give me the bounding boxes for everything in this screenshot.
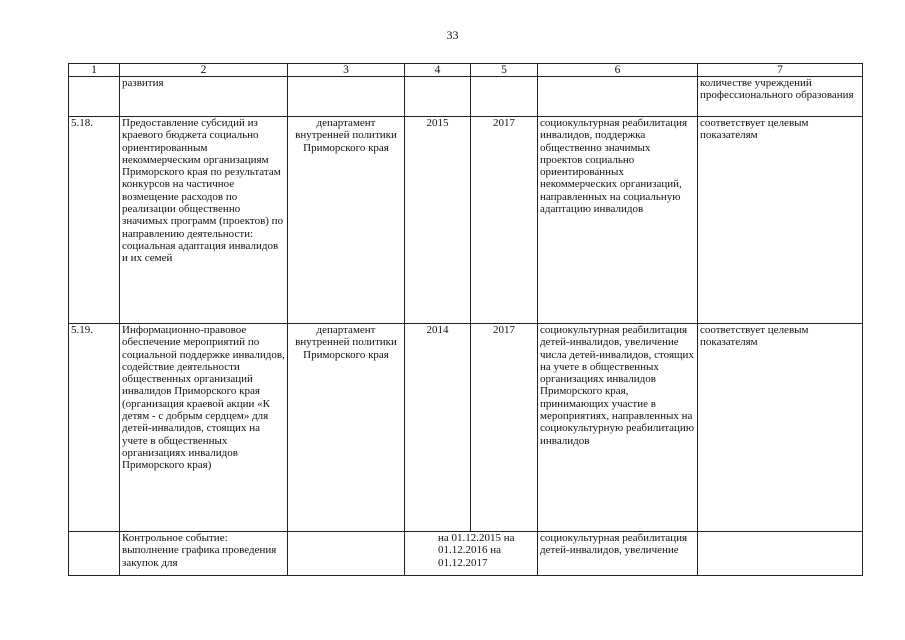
end-year-cell: 2017 bbox=[471, 117, 538, 324]
executor-cell: департамент внутренней политики Приморского края bbox=[288, 117, 405, 324]
row-number bbox=[69, 532, 120, 576]
result-cell: социокультурная реабилитация инвалидов, поддержка общественно значимых проектов социально ориентированных некоммерческих организаций, направленных на социальную адаптацию инвалидов bbox=[538, 117, 698, 324]
event-cell: Предоставление субсидий из краевого бюджета социально ориентированным некоммерческим организациям Приморского края по результатам конкурсов на частичное возмещение расходов по реализации общественно значимых программ (проектов) по направлению деятельности: социальная адаптация инвалидов и их семей bbox=[120, 117, 288, 324]
result-cell: социокультурная реабилитация детей-инвалидов, увеличение числа детей-инвалидов, стоящих на учете в общественных организациях инвалидов Приморского края, принимающих участие в мероприятиях, направленных на социокультурную реабилитацию инвалидов bbox=[538, 324, 698, 532]
row-number: 5.19. bbox=[69, 324, 120, 532]
column-header-5: 5 bbox=[471, 64, 538, 77]
table-row bbox=[69, 324, 863, 532]
table-row bbox=[69, 77, 863, 117]
column-header-2: 2 bbox=[120, 64, 288, 77]
start-year-cell: 2015 bbox=[405, 117, 471, 324]
column-header-7: 7 bbox=[698, 64, 863, 77]
row-number bbox=[69, 77, 120, 117]
event-cell: Информационно-правовое обеспечение мероприятий по социальной поддержке инвалидов, содействие деятельности общественных организаций инвалидов Приморского края (организация краевой акции «К детям - с добрым сердцем» для детей-инвалидов, стоящих на учете в общественных организациях инвалидов Приморского края) bbox=[120, 324, 288, 532]
executor-cell: департамент внутренней политики Приморского края bbox=[288, 324, 405, 532]
table-row bbox=[69, 532, 863, 576]
event-cell: развития bbox=[120, 77, 288, 117]
control-dates-cell: на 01.12.2015 на 01.12.2016 на 01.12.2017 bbox=[405, 532, 538, 576]
end-year-cell bbox=[471, 77, 538, 117]
indicator-cell bbox=[698, 532, 863, 576]
start-year-cell: 2014 bbox=[405, 324, 471, 532]
start-year-cell bbox=[405, 77, 471, 117]
column-header-4: 4 bbox=[405, 64, 471, 77]
column-header-row bbox=[69, 64, 863, 77]
executor-cell bbox=[288, 532, 405, 576]
column-header-1: 1 bbox=[69, 64, 120, 77]
indicator-cell: соответствует целевым показателям bbox=[698, 117, 863, 324]
indicator-cell: количестве учреждений профессионального образования bbox=[698, 77, 863, 117]
result-cell: социокультурная реабилитация детей-инвалидов, увеличение bbox=[538, 532, 698, 576]
page-number: 33 bbox=[446, 28, 459, 42]
indicator-cell: соответствует целевым показателям bbox=[698, 324, 863, 532]
measures-table bbox=[68, 63, 863, 576]
end-year-cell: 2017 bbox=[471, 324, 538, 532]
column-header-3: 3 bbox=[288, 64, 405, 77]
column-header-6: 6 bbox=[538, 64, 698, 77]
table-row bbox=[69, 117, 863, 324]
executor-cell bbox=[288, 77, 405, 117]
event-cell: Контрольное событие: выполнение графика проведения закупок для bbox=[120, 532, 288, 576]
result-cell bbox=[538, 77, 698, 117]
row-number: 5.18. bbox=[69, 117, 120, 324]
